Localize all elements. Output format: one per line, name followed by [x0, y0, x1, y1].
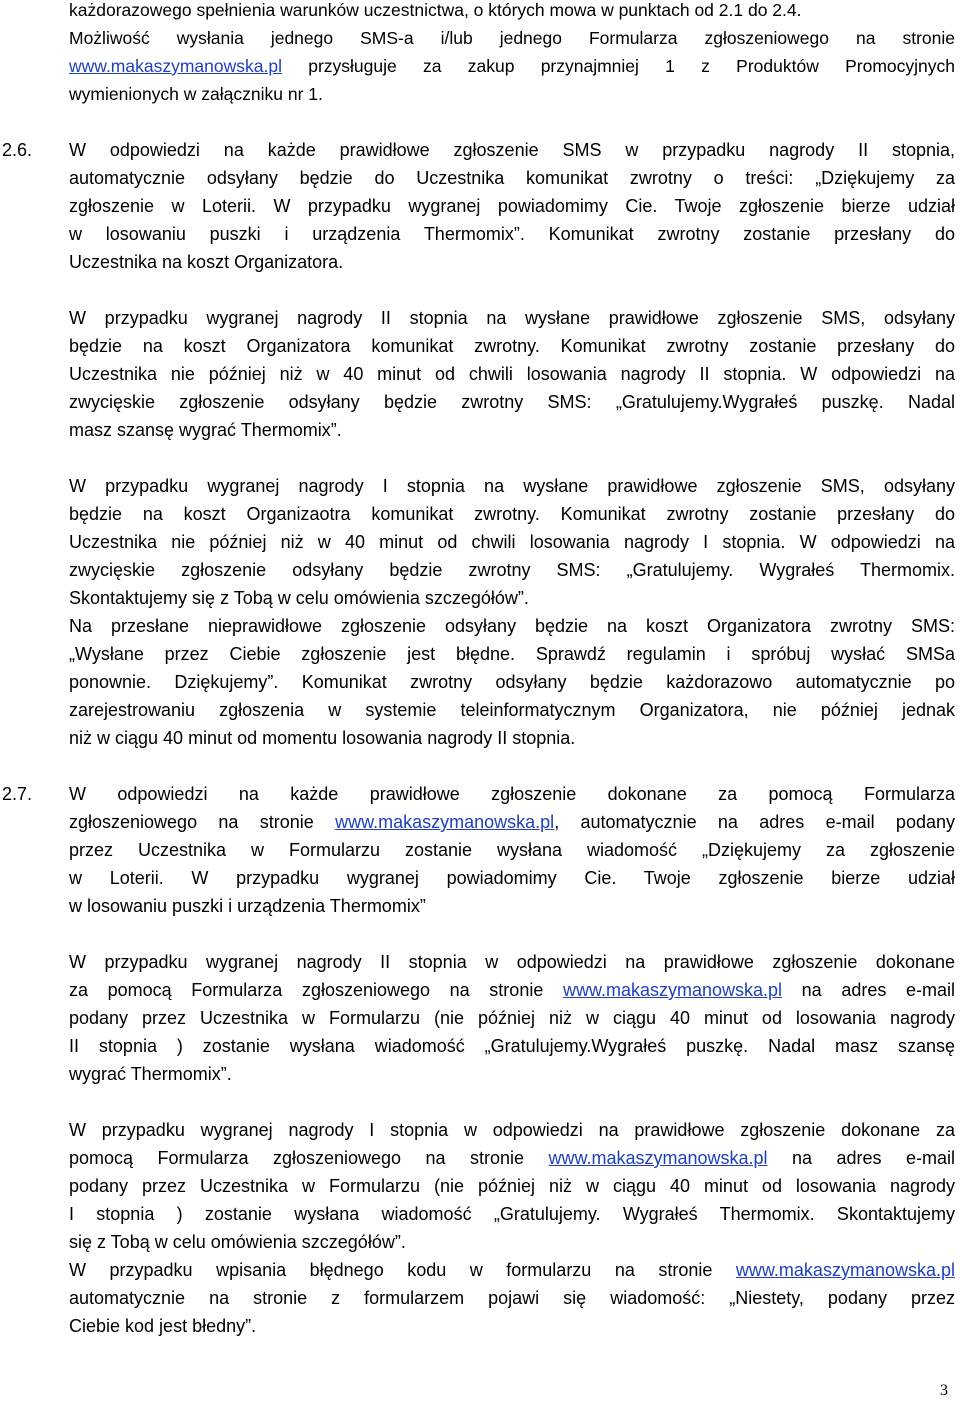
text-line: każdorazowego spełnienia warunków uczestnictwa, o których mowa w punktach od 2.1 do 2.4.	[69, 0, 802, 20]
text-line: I stopnia ) zostanie wysłana wiadomość „Gratulujemy. Wygrałeś Thermomix. Skontaktujemy	[69, 1204, 955, 1224]
text-line: Skontaktujemy się z Tobą w celu omówienia szczegółów”.	[69, 588, 529, 608]
text-line: przez Uczestnika w Formularzu zostanie wysłana wiadomość „Dziękujemy za zgłoszenie	[69, 840, 955, 860]
text-line: Uczestnika nie później niż w 40 minut od chwili losowania nagrody I stopnia. W odpowiedzi na	[69, 532, 955, 552]
text-line: podany przez Uczestnika w Formularzu (nie później niż w ciągu 40 minut od losowania nagrody	[69, 1008, 955, 1028]
text-line: zgłoszeniowego na stronie www.makaszymanowska.pl, automatycznie na adres e-mail podany	[69, 812, 955, 832]
text-line: W odpowiedzi na każde prawidłowe zgłoszenie SMS w przypadku nagrody II stopnia,	[69, 140, 955, 160]
website-link[interactable]: www.makaszymanowska.pl	[562, 980, 783, 1000]
text-line: Na przesłane nieprawidłowe zgłoszenie odsyłany będzie na koszt Organizatora zwrotny SMS:	[69, 616, 955, 636]
text-line: „Wysłane przez Ciebie zgłoszenie jest błędne. Sprawdź regulamin i spróbuj wysłać SMSa	[69, 644, 955, 664]
text-line: za pomocą Formularza zgłoszeniowego na stronie www.makaszymanowska.pl na adres e-mail	[69, 980, 955, 1000]
text-line: automatycznie odsyłany będzie do Uczestnika komunikat zwrotny o treści: „Dziękujemy za	[69, 168, 955, 188]
text-line: zwycięskie zgłoszenie odsyłany będzie zwrotny SMS: „Gratulujemy.Wygrałeś puszkę. Nadal	[69, 392, 955, 412]
text-line: masz szansę wygrać Thermomix”.	[69, 420, 342, 440]
text-line: zwycięskie zgłoszenie odsyłany będzie zwrotny SMS: „Gratulujemy. Wygrałeś Thermomix.	[69, 560, 955, 580]
text-line: W odpowiedzi na każde prawidłowe zgłoszenie dokonane za pomocą Formularza	[69, 784, 955, 804]
text-line: Ciebie kod jest błedny”.	[69, 1316, 257, 1336]
text-line: pomocą Formularza zgłoszeniowego na stronie www.makaszymanowska.pl na adres e-mail	[69, 1148, 955, 1168]
text-line: II stopnia ) zostanie wysłana wiadomość „Gratulujemy.Wygrałeś puszkę. Nadal masz szansę	[69, 1036, 955, 1056]
text-line: wymienionych w załączniku nr 1.	[69, 84, 323, 104]
section-number: 2.6.	[2, 140, 33, 160]
text-line: W przypadku wygranej nagrody I stopnia w odpowiedzi na prawidłowe zgłoszenie dokonane za	[69, 1120, 955, 1140]
text-line: zgłoszenie w Loterii. W przypadku wygranej powiadomimy Cie. Twoje zgłoszenie bierze udział	[69, 196, 955, 216]
text-line: podany przez Uczestnika w Formularzu (nie później niż w ciągu 40 minut od losowania nagrody	[69, 1176, 955, 1196]
text-line: ponownie. Dziękujemy”. Komunikat zwrotny odsyłany będzie każdorazowo automatycznie po	[69, 672, 955, 692]
website-link[interactable]: www.makaszymanowska.pl	[69, 56, 282, 76]
website-link[interactable]: www.makaszymanowska.pl	[335, 812, 555, 832]
text-line: w losowaniu puszki i urządzenia Thermomix”	[69, 896, 426, 916]
text-line: zarejestrowaniu zgłoszenia w systemie teleinformatycznym Organizatora, nie później jednak	[69, 700, 955, 720]
section-number: 2.7.	[2, 784, 33, 804]
text-line: w losowaniu puszki i urządzenia Thermomix”. Komunikat zwrotny zostanie przesłany do	[69, 224, 955, 244]
text-line: W przypadku wpisania błędnego kodu w formularzu na stronie www.makaszymanowska.pl	[69, 1260, 955, 1280]
website-link[interactable]: www.makaszymanowska.pl	[548, 1148, 768, 1168]
text-line: się z Tobą w celu omówienia szczegółów”.	[69, 1232, 406, 1252]
text-line: W przypadku wygranej nagrody I stopnia na wysłane prawidłowe zgłoszenie SMS, odsyłany	[69, 476, 955, 496]
text-line: będzie na koszt Organizaotra komunikat zwrotny. Komunikat zwrotny zostanie przesłany do	[69, 504, 955, 524]
text-line: W przypadku wygranej nagrody II stopnia na wysłane prawidłowe zgłoszenie SMS, odsyłany	[69, 308, 955, 328]
website-link[interactable]: www.makaszymanowska.pl	[735, 1260, 955, 1280]
text-line: Możliwość wysłania jednego SMS-a i/lub jednego Formularza zgłoszeniowego na stronie	[69, 28, 955, 48]
text-line: www.makaszymanowska.pl przysługuje za zakup przynajmniej 1 z Produktów Promocyjnych	[69, 56, 955, 76]
text-line: Uczestnika nie później niż w 40 minut od chwili losowania nagrody II stopnia. W odpowiedzi na	[69, 364, 955, 384]
page-number: 3	[940, 1382, 948, 1399]
text-line: niż w ciągu 40 minut od momentu losowania nagrody II stopnia.	[69, 728, 576, 748]
text-line: będzie na koszt Organizatora komunikat zwrotny. Komunikat zwrotny zostanie przesłany do	[69, 336, 955, 356]
text-line: wygrać Thermomix”.	[69, 1064, 232, 1084]
text-line: w Loterii. W przypadku wygranej powiadomimy Cie. Twoje zgłoszenie bierze udział	[69, 868, 955, 888]
text-line: Uczestnika na koszt Organizatora.	[69, 252, 344, 272]
text-line: W przypadku wygranej nagrody II stopnia w odpowiedzi na prawidłowe zgłoszenie dokonane	[69, 952, 955, 972]
text-line: automatycznie na stronie z formularzem pojawi się wiadomość: „Niestety, podany przez	[69, 1288, 955, 1308]
